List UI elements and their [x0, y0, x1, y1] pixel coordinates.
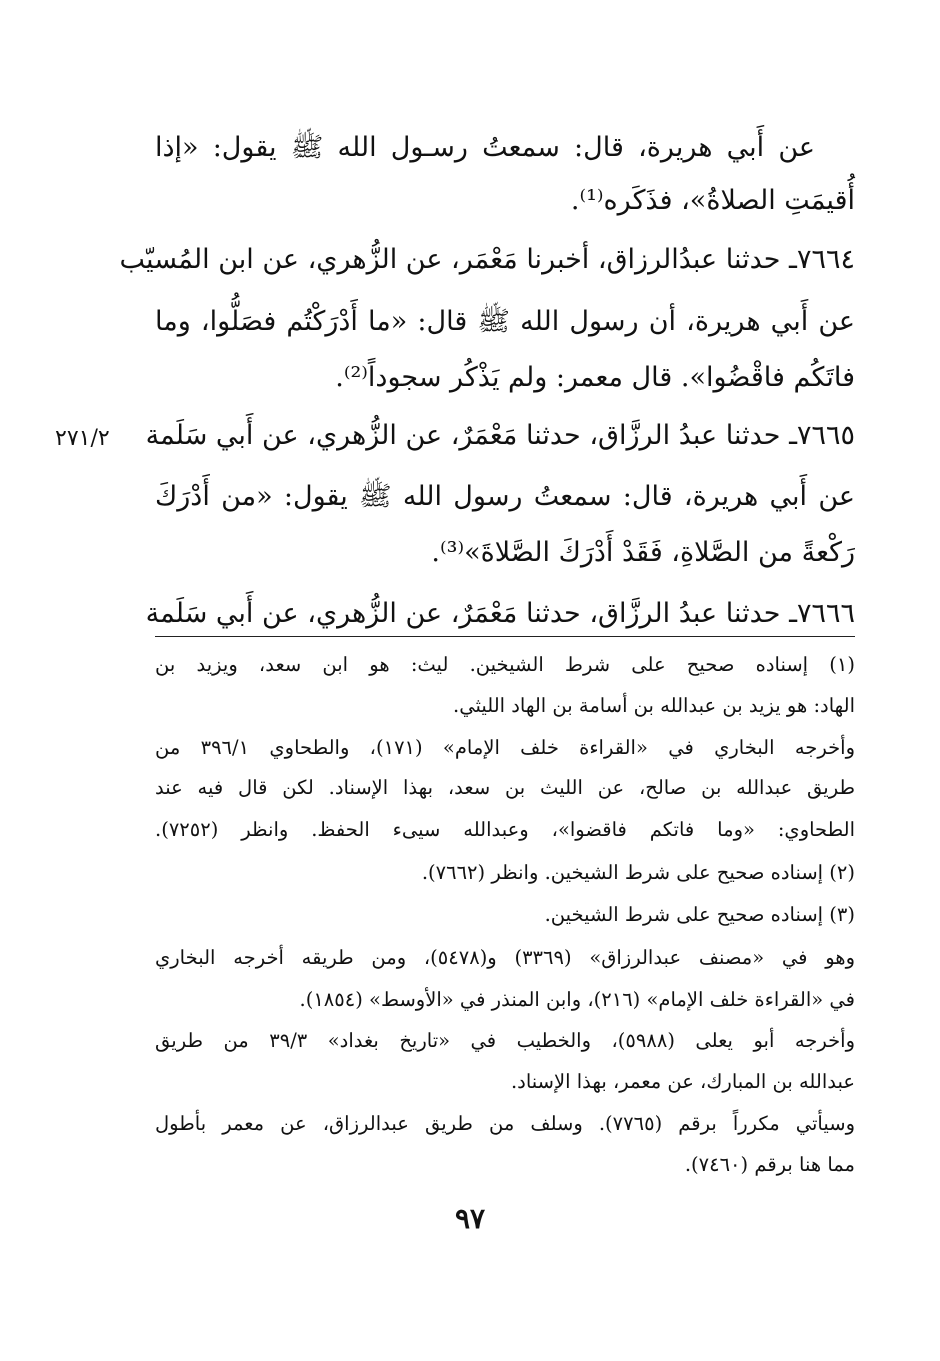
hadith-7665-line-3: رَكْعةً من الصَّلاةِ، فَقَدْ أَدْرَكَ الصَّلاةَ»⁽³⁾. — [431, 537, 855, 568]
footnote-line: الهاد: هو يزيد بن عبدالله بن أسامة بن الهاد الليثي. — [453, 694, 855, 717]
hadith-7665-line-2: عن أَبي هريرة، قال: سمعتُ رسول الله ﷺ يقول: «من أَدْرَكَ — [155, 481, 855, 512]
footnote-line: الطحاوي: «وما فاتكم فاقضوا»، وعبدالله سيىء الحفظ. وانظر (٧٢٥٢). — [155, 818, 855, 841]
footnote-line: مما هنا برقم (٧٤٦٠). — [684, 1153, 855, 1176]
footnote-line: (٣) إسناده صحيح على شرط الشيخين. — [544, 903, 855, 926]
footnote-line: في «القراءة خلف الإمام» (٢١٦)، وابن المنذر في «الأوسط» (١٨٥٤). — [299, 988, 855, 1011]
main-text-line-2: أُقيمَتِ الصلاةُ»، فذَكَره⁽¹⁾. — [570, 185, 855, 216]
footnote-line: (٢) إسناده صحيح على شرط الشيخين. وانظر (٧٦٦٢). — [421, 861, 855, 884]
footnote-separator-rule — [155, 636, 855, 637]
footnote-line: وأخرجه البخاري في «القراءة خلف الإمام» (١٧١)، والطحاوي ٣٩٦/١ من — [155, 736, 856, 759]
footnote-line: عبدالله بن المبارك، عن معمر، بهذا الإسناد. — [510, 1070, 855, 1093]
hadith-7664-line-2: عن أَبي هريرة، أن رسول الله ﷺ قال: «ما أَدْرَكْتُم فصَلُّوا، وما — [155, 306, 855, 337]
hadith-7666-line-1: ٧٦٦٦ـ حدثنا عبدُ الرزَّاق، حدثنا مَعْمَرٌ، عن الزُّهري، عن أَبي سَلَمة — [145, 598, 855, 629]
footnote-line: (١) إسناده صحيح على شرط الشيخين. ليث: هو ابن سعد، ويزيد بن — [155, 653, 855, 676]
main-text-line-1: عن أَبي هريرة، قال: سمعتُ رسـول الله ﷺ يقول: «إذا — [155, 132, 815, 163]
footnote-line: طريق عبدالله بن صالح، عن الليث بن سعد، بهذا الإسناد. لكن قال فيه عند — [155, 776, 855, 799]
footnote-line: وأخرجه أبو يعلى (٥٩٨٨)، والخطيب في «تاريخ بغداد» ٣٩/٣ من طريق — [155, 1029, 856, 1052]
hadith-7664-line-1: ٧٦٦٤ـ حدثنا عبدُالرزاق، أخبرنا مَعْمَر، عن الزُّهري، عن ابن المُسيّب — [119, 244, 855, 275]
footnote-line: وسيأتي مكرراً برقم (٧٧٦٥). وسلف من طريق عبدالرزاق، عن معمر بأطول — [155, 1112, 855, 1135]
margin-volume-page-reference: ٢٧١/٢ — [55, 426, 110, 451]
footnote-line: وهو في «مصنف عبدالرزاق» (٣٣٦٩) و(٥٤٧٨)، ومن طريقه أخرجه البخاري — [155, 946, 855, 969]
page-number: ٩٧ — [454, 1202, 486, 1235]
hadith-7664-line-3: فاتَكُم فاقْضُوا». قال معمر: ولم يَذْكُر سجوداً⁽²⁾. — [335, 362, 855, 393]
hadith-7665-line-1: ٧٦٦٥ـ حدثنا عبدُ الرزَّاق، حدثنا مَعْمَرٌ، عن الزُّهري، عن أَبي سَلَمة — [145, 420, 855, 451]
